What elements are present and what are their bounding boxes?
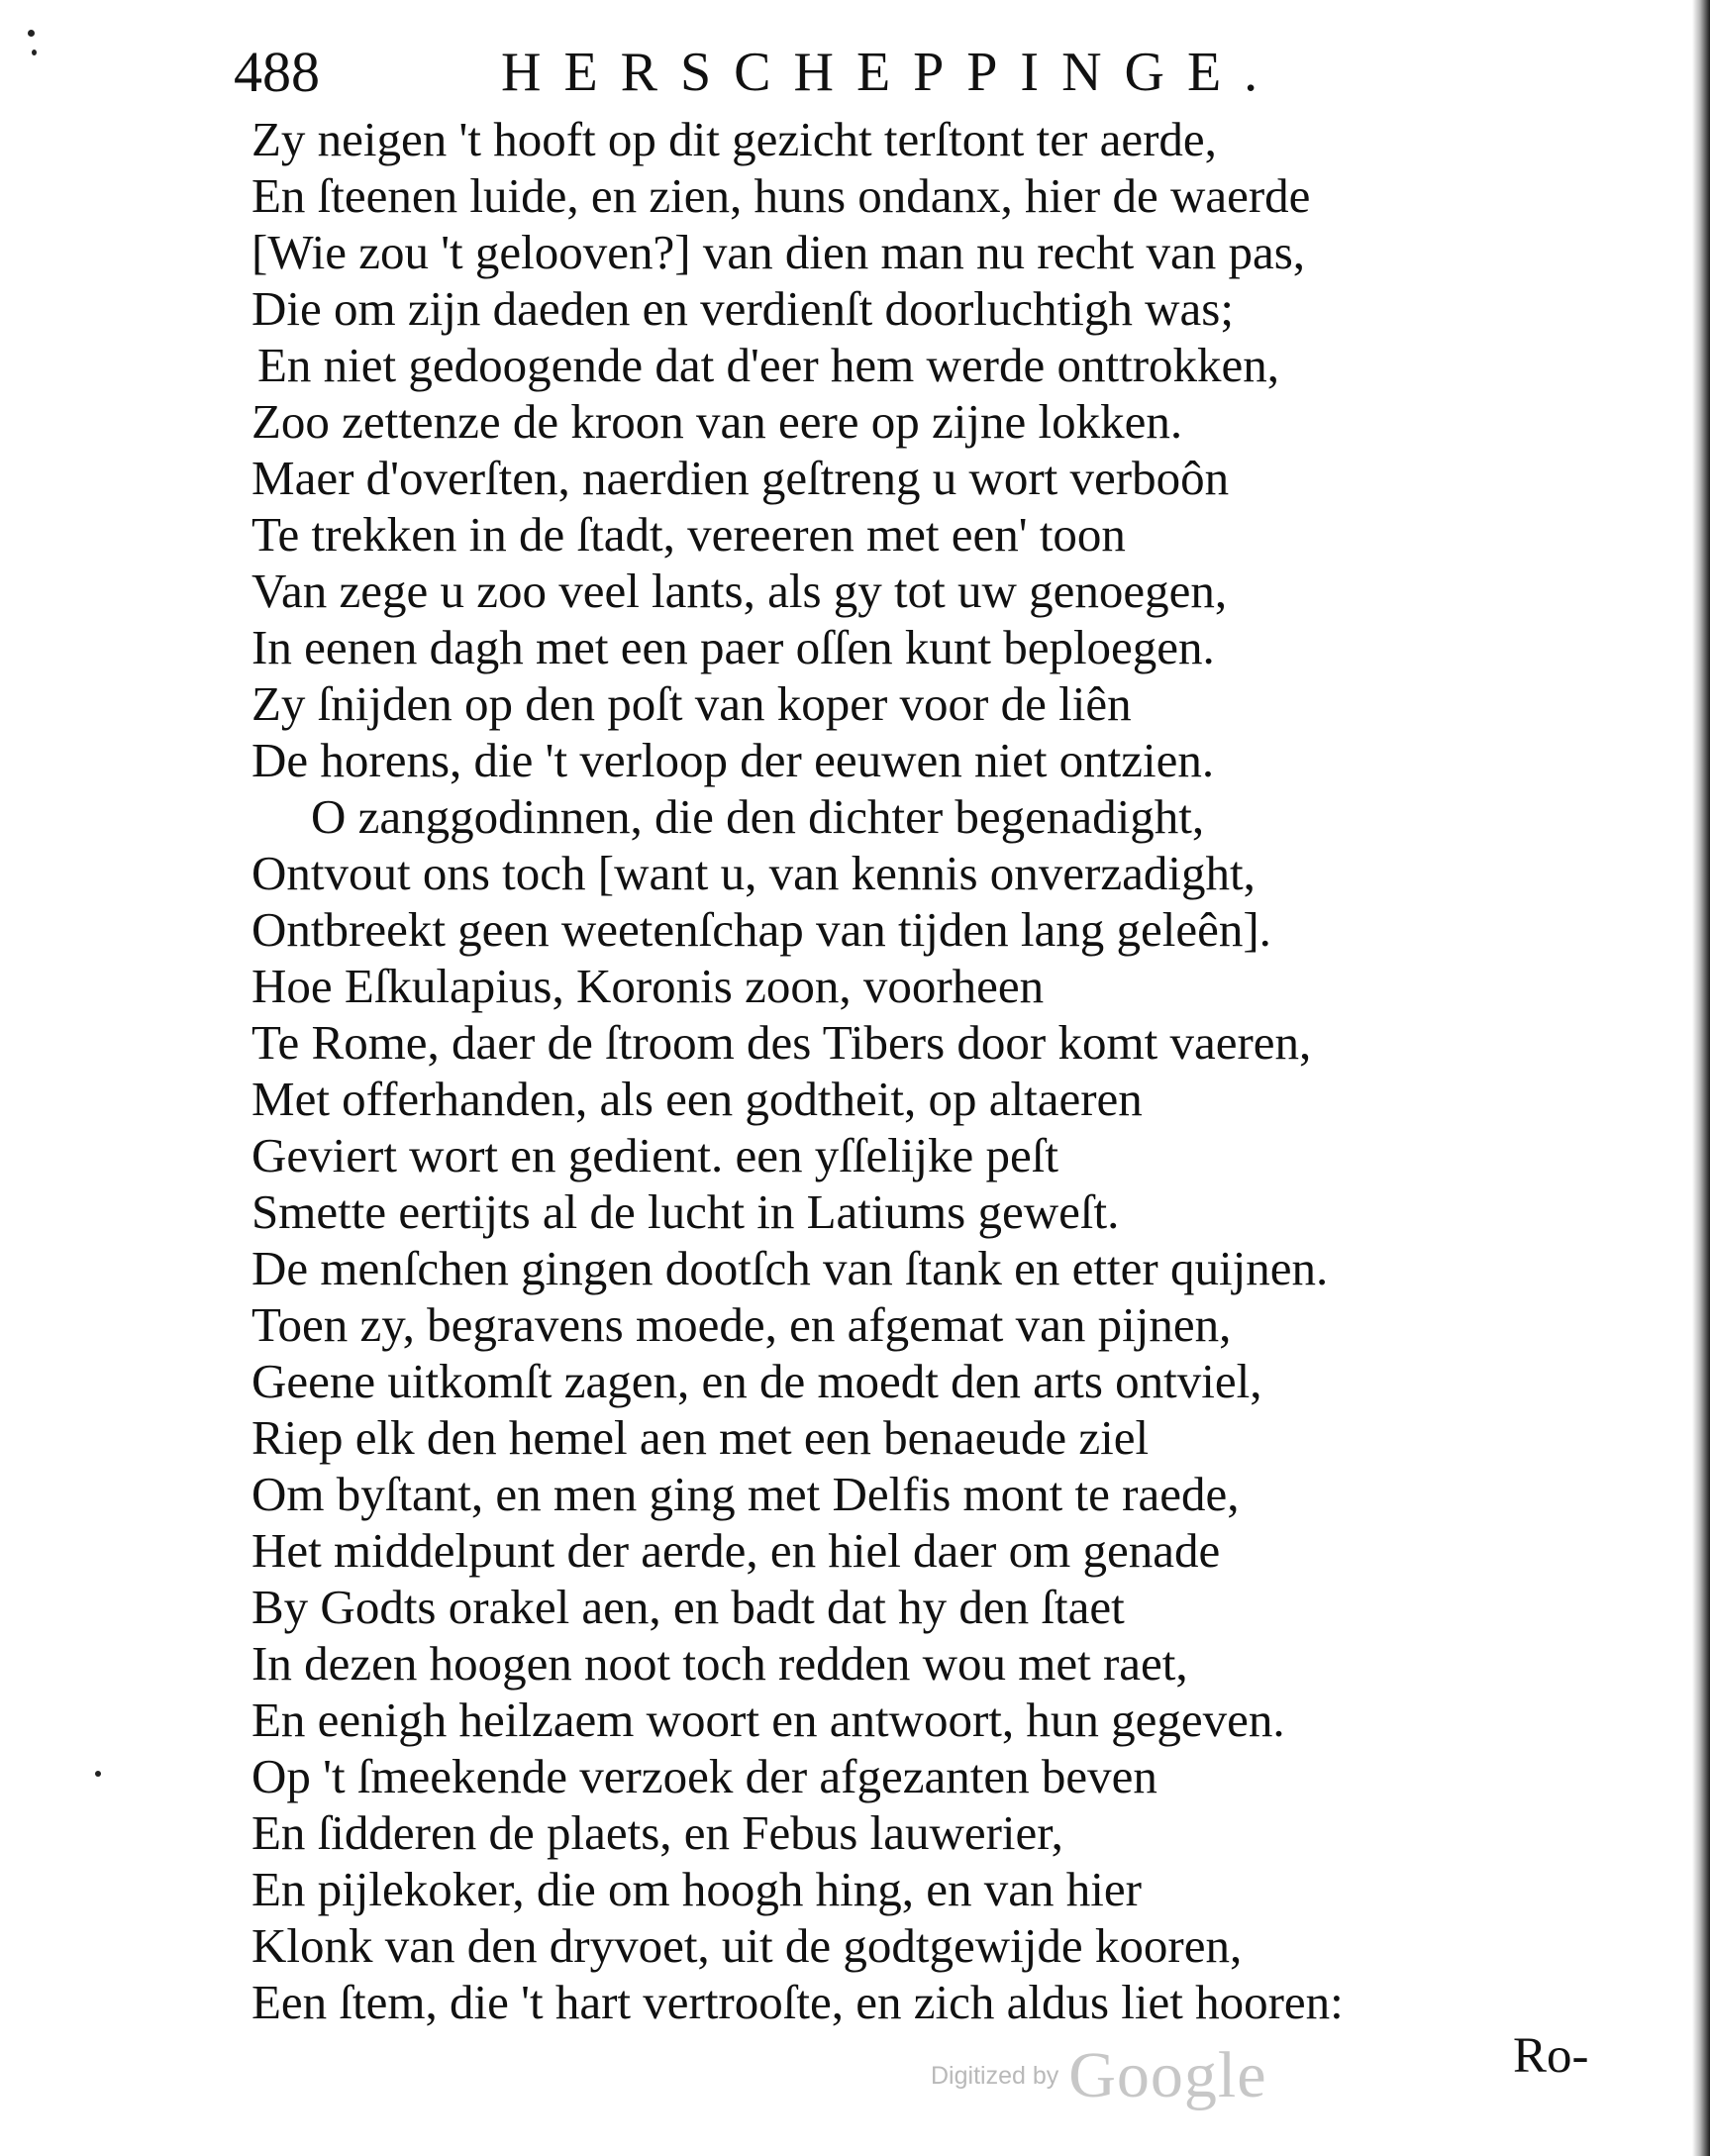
verse-line: En eenigh heilzaem woort en antwoort, hun gegeven. [251, 1693, 1285, 1747]
running-head [234, 38, 1382, 107]
verse-line: Zoo zettenze de kroon van eere op zijne lokken. [251, 394, 1183, 449]
watermark-logo: Google [1068, 2039, 1267, 2111]
verse-line: Zy ſnijden op den poſt van koper voor de liên [251, 676, 1132, 731]
verse-line: En ſidderen de plaets, en Febus lauwerier, [251, 1805, 1063, 1860]
verse-line: Van zege u zoo veel lants, als gy tot uw genoegen, [251, 564, 1228, 618]
catchword: Ro- [1513, 2028, 1589, 2084]
verse-text [251, 111, 1638, 2030]
verse-line: En ſteenen luide, en zien, huns ondanx, hier de waerde [251, 168, 1311, 223]
verse-line: En pijlekoker, die om hoogh hing, en van hier [251, 1862, 1142, 1916]
page-number: 488 [234, 40, 320, 104]
verse-line: In dezen hoogen noot toch redden wou met raet, [251, 1636, 1188, 1691]
verse-line: In eenen dagh met een paer oſſen kunt beploegen. [251, 620, 1215, 674]
digitized-watermark [931, 2038, 1267, 2127]
verse-line: Met offerhanden, als een godtheit, op altaeren [251, 1072, 1143, 1126]
verse-line: [Wie zou 't gelooven?] van dien man nu recht van pas, [251, 225, 1306, 279]
verse-line: Ontvout ons toch [want u, van kennis onverzadight, [251, 846, 1256, 900]
verse-line: Riep elk den hemel aen met een benaeude ziel [251, 1410, 1150, 1465]
verse-line: En niet gedoogende dat d'eer hem werde onttrokken, [257, 338, 1280, 392]
verse-line: Een ſtem, die 't hart vertrooſte, en zich aldus liet hooren: [251, 1975, 1344, 2029]
verse-line: Geviert wort en gedient. een yſſelijke peſt [251, 1128, 1059, 1182]
ink-speck [32, 50, 37, 55]
verse-line: Te trekken in de ſtadt, vereeren met een' toon [251, 507, 1126, 562]
verse-line: Het middelpunt der aerde, en hiel daer om genade [251, 1523, 1221, 1578]
verse-line: Die om zijn daeden en verdienſt doorluchtigh was; [251, 281, 1234, 336]
verse-line: Zy neigen 't hooft op dit gezicht terſtont ter aerde, [251, 112, 1217, 166]
verse-line: By Godts orakel aen, en badt dat hy den ſtaet [251, 1580, 1125, 1634]
watermark-prefix: Digitized by [931, 2061, 1059, 2090]
verse-line: Maer d'overſten, naerdien geſtreng u wort verboôn [251, 451, 1230, 505]
verse-line: De horens, die 't verloop der eeuwen niet ontzien. [251, 733, 1215, 787]
verse-line: Om byſtant, en men ging met Delfis mont te raede, [251, 1467, 1240, 1521]
verse-line: Te Rome, daer de ſtroom des Tibers door komt vaeren, [251, 1015, 1312, 1070]
running-title: HERSCHEPPINGE. [501, 42, 1281, 103]
verse-line: Smette eertijts al de lucht in Latiums geweſt. [251, 1184, 1120, 1239]
ink-speck [95, 1771, 101, 1777]
verse-line: Klonk van den dryvoet, uit de godtgewijde kooren, [251, 1918, 1243, 1973]
verse-line: Hoe Eſkulapius, Koronis zoon, voorheen [251, 959, 1045, 1013]
verse-line: De menſchen gingen dootſch van ſtank en etter quijnen. [251, 1241, 1329, 1295]
ink-speck [28, 30, 35, 37]
verse-line: Ontbreekt geen weetenſchap van tijden lang geleên]. [251, 902, 1271, 957]
scan-edge-shadow [1692, 0, 1710, 2156]
verse-line: Geene uitkomſt zagen, en de moedt den arts ontviel, [251, 1354, 1262, 1408]
verse-line: O zanggodinnen, die den dichter begenadight, [311, 789, 1205, 844]
verse-line: Op 't ſmeekende verzoek der afgezanten beven [251, 1749, 1157, 1803]
verse-line: Toen zy, begravens moede, en afgemat van pijnen, [251, 1297, 1232, 1352]
